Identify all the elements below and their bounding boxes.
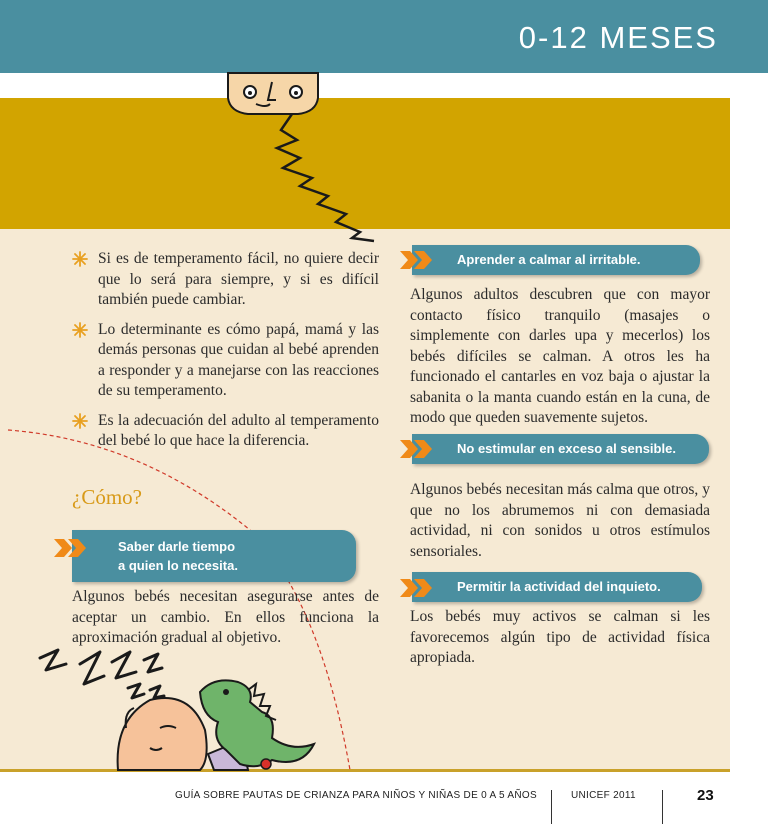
tip-title-pill [412, 572, 702, 602]
bullet-star-icon [72, 251, 88, 267]
double-arrow-icon [398, 248, 438, 272]
bullet-star-icon [72, 322, 88, 338]
double-arrow-icon [398, 576, 438, 600]
tip-title: Permitir la actividad del inquieto. [457, 579, 661, 594]
tip-title-line: a quien lo necesita. [118, 558, 238, 573]
page-number: 23 [697, 787, 714, 804]
bullet-star-icon [72, 413, 88, 429]
tip-title: No estimular en exceso al sensible. [457, 441, 676, 456]
tip-title-pill [412, 434, 709, 464]
tip-body: Algunos bebés necesitan más calma que otros, y que no los abrumemos ni con demasiada actividad, ni con sonidos u otros estímulos sensoriales. [410, 481, 710, 560]
tip-body: Algunos adultos descubren que con mayor contacto físico tranquilo (masajes o simplemente con darles upa y mecerlos) los bebés difíciles se calman. A otros les ha funcionado el cantarles en voz baja o ajustar la sabanita o la manta cuando están en la cuna, de modo que queden suavemente sujetos. [410, 286, 710, 426]
tip-title: Aprender a calmar al irritable. [457, 252, 641, 267]
bullet-item [72, 411, 379, 452]
double-arrow-icon [52, 536, 92, 560]
double-arrow-icon [398, 437, 438, 461]
footer-divider [662, 790, 663, 824]
header-bar [0, 0, 768, 73]
tip-title-pill [412, 245, 700, 275]
footer-rule [0, 769, 730, 772]
footer-publisher: UNICEF 2011 [571, 790, 636, 801]
footer-divider [551, 790, 552, 824]
gold-band [0, 98, 730, 229]
page-title: 0-12 MESES [518, 20, 718, 55]
bullet-text: Si es de temperamento fácil, no quiere decir que lo será para siempre, y si es difícil también puede cambiar. [98, 250, 379, 308]
tip-body: Algunos bebés necesitan asegurarse antes de aceptar un cambio. En ellos funciona la aproximación gradual al objetivo. [72, 588, 379, 646]
bullet-item [72, 320, 379, 402]
section-heading: ¿Cómo? [72, 485, 142, 509]
tip-body: Los bebés muy activos se calman si les favorecemos algún tipo de actividad física apropiada. [410, 608, 710, 666]
footer-guide-title: GUÍA SOBRE PAUTAS DE CRIANZA PARA NIÑOS Y NIÑAS DE 0 A 5 AÑOS [175, 790, 537, 801]
bullet-text: Lo determinante es cómo papá, mamá y las demás personas que cuidan al bebé aprenden a responder y a manejarse con las reacciones de su temperamento. [98, 320, 379, 399]
tip-title-pill [72, 530, 356, 582]
bullet-item [72, 249, 379, 311]
bullet-text: Es la adecuación del adulto al temperamento del bebé lo que hace la diferencia. [98, 411, 379, 449]
bullet-list [72, 249, 379, 461]
tip-title-line: Saber darle tiempo [118, 539, 236, 554]
